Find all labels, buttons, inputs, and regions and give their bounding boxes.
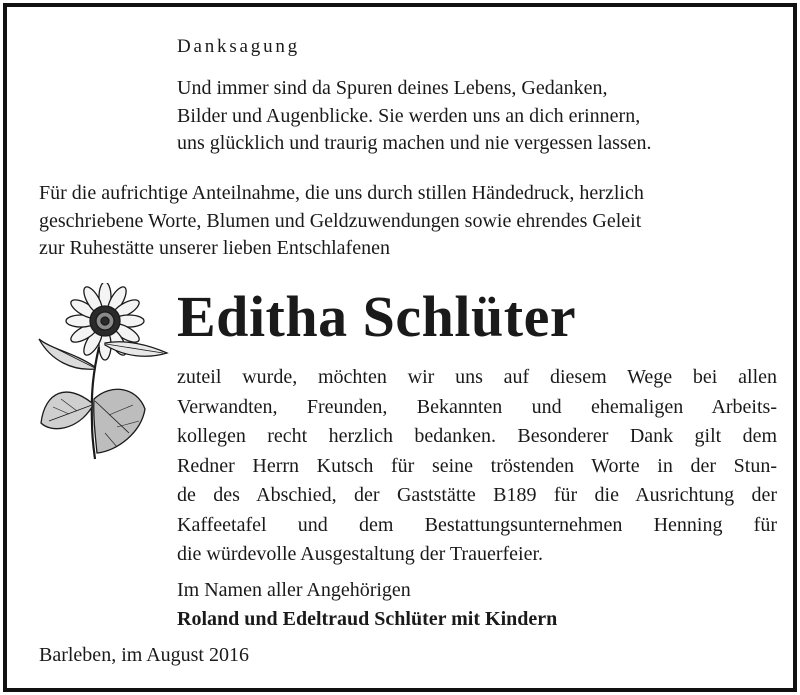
body-line: Kaffeetafel und dem Bestattungsunternehmen Henning für [177,513,777,536]
body-line: Verwandten, Freunden, Bekannten und ehemaligen Arbeits- [177,395,777,418]
body-line: de des Abschied, der Gaststätte B189 für die Ausrichtung der [177,484,777,506]
place-date: Barleben, im August 2016 [39,644,249,666]
quote-line: Und immer sind da Spuren deines Lebens, Gedanken, [177,77,608,99]
body-line: kollegen recht herzlich bedanken. Besonderer Dank gilt dem [177,425,777,447]
signers: Roland und Edeltraud Schlüter mit Kindern [177,608,558,630]
intro-line: zur Ruhestätte unserer lieben Entschlafenen [39,237,390,259]
quote-line: uns glücklich und traurig machen und nie vergessen lassen. [177,132,652,154]
sunflower-illustration [37,283,172,463]
body-line: Redner Herrn Kutsch für seine tröstenden Worte in der Stun- [177,454,777,477]
closing-line: Im Namen aller Angehörigen [177,579,411,601]
closing-block [177,576,557,634]
memorial-quote [177,75,777,158]
thanks-paragraph [177,363,777,570]
body-line: zuteil wurde, möchten wir uns auf diesem Wege bei allen [177,366,777,388]
obituary-notice [3,3,797,692]
notice-heading: Danksagung [177,36,300,57]
quote-line: Bilder und Augenblicke. Sie werden uns an dich erinnern, [177,104,641,127]
intro-paragraph [39,180,779,263]
body-line: die würdevolle Ausgestaltung der Trauerfeier. [177,543,544,565]
intro-line: Für die aufrichtige Anteilnahme, die uns durch stillen Händedruck, herzlich [39,182,644,204]
deceased-name: Editha Schlüter [177,284,577,349]
sunflower-icon [37,283,172,463]
intro-line: geschriebene Worte, Blumen und Geldzuwendungen sowie ehrendes Geleit [39,209,642,232]
